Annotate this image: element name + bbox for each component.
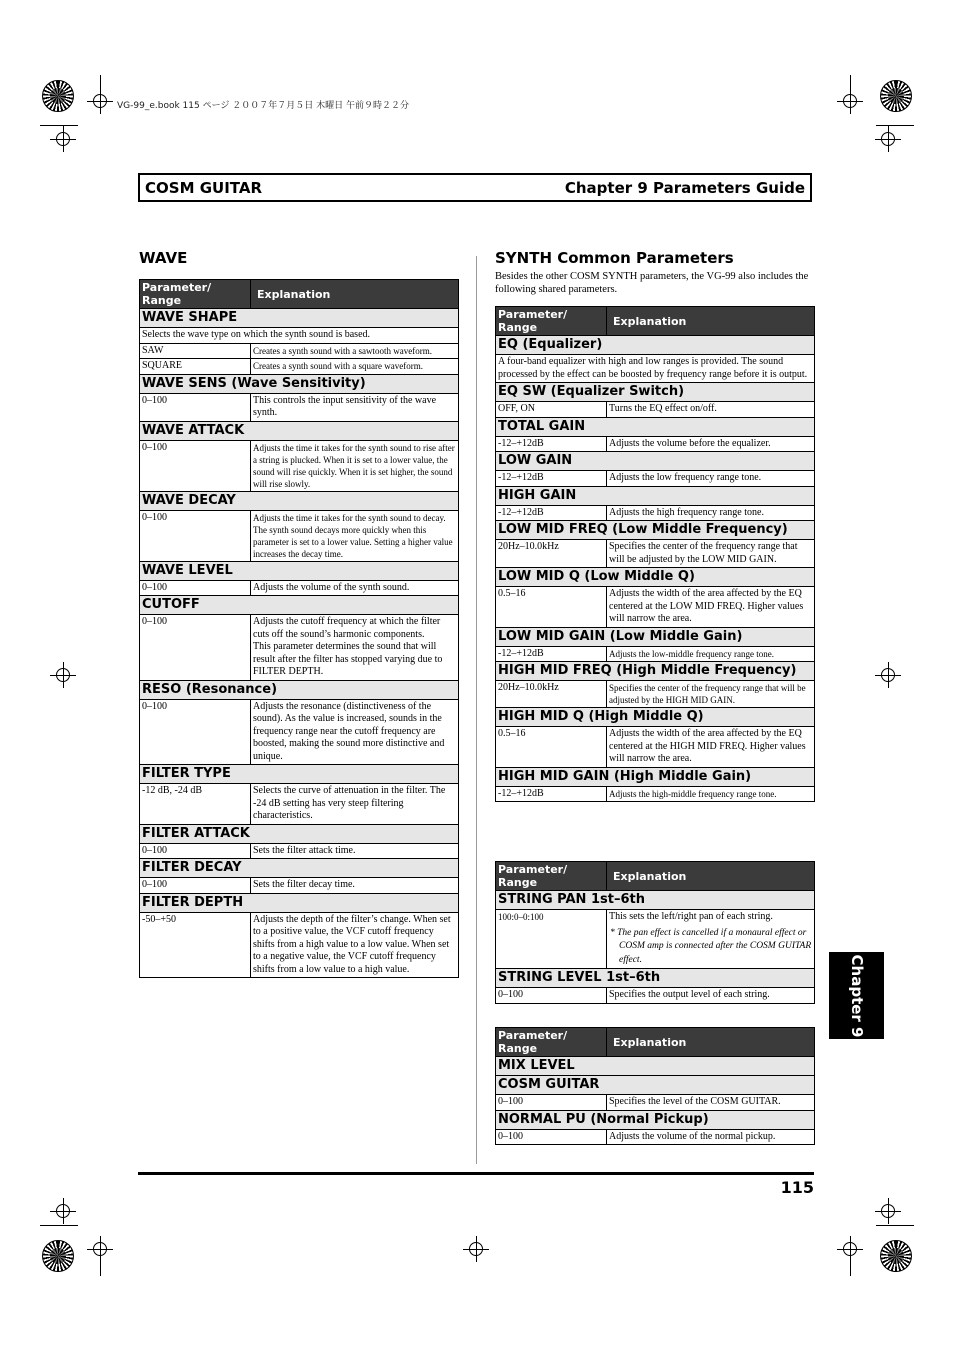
parameter-name-row [496,1110,815,1129]
range-cell: 0–100 [496,1095,607,1111]
explanation-text: Specifies the center of the frequency range that will be adjusted by the LOW MID GAIN. [609,541,798,565]
crosshair-mark-icon [50,126,76,152]
explanation-cell [251,393,459,421]
synth-intro-text: Besides the other COSM SYNTH parameters, the VG-99 also includes the following shared parameters. [495,271,809,295]
parameter-name: STRING LEVEL 1st–6th [496,969,815,988]
range-cell: -12–+12dB [496,436,607,452]
registration-dial-icon [880,1240,912,1272]
table-row [496,1095,815,1111]
parameter-description: Selects the wave type on which the synth sound is based. [140,328,459,344]
parameter-name: WAVE SHAPE [140,309,459,328]
explanation-cell [607,727,815,768]
parameter-name-row [496,452,815,471]
range-cell: 0–100 [496,988,607,1004]
wave-section-title: WAVE [139,249,188,267]
header-explanation-cell: Explanation [607,1028,815,1057]
header-range-label: Parameter/ Range [142,281,212,307]
explanation-cell [251,615,459,681]
table-row [140,580,459,596]
header-explanation-cell: Explanation [251,280,459,309]
explanation-cell [607,1129,815,1145]
explanation-text: Creates a synth sound with a square waveform. [253,361,423,371]
column-divider [476,256,477,1164]
explanation-cell [607,1095,815,1111]
crosshair-mark-icon [50,1198,76,1224]
table-row [496,727,815,768]
parameter-name-row [140,421,459,440]
range-cell: SQUARE [140,359,251,375]
parameter-name: LOW MID FREQ (Low Middle Frequency) [496,521,815,540]
footer-rule [138,1172,814,1175]
synth-parameter-table [495,306,815,802]
table-header-row [496,307,815,336]
explanation-cell [251,912,459,978]
explanation-cell [251,878,459,894]
explanation-text: Adjusts the depth of the filter’s change. When set to a positive value, the VCF cutoff frequency shifts from a high value to a low value. When set to a negative value, the VCF cutoff frequency shifts from a low value to a high value. [253,913,451,975]
explanation-text: Selects the curve of attenuation in the filter. The -24 dB setting has very steep filtering characteristics. [253,785,446,821]
parameter-name: FILTER DEPTH [140,893,459,912]
explanation-cell [607,471,815,487]
mix-parameter-table [495,1027,815,1145]
parameter-name: HIGH GAIN [496,486,815,505]
parameter-name: LOW MID Q (Low Middle Q) [496,568,815,587]
explanation-cell [607,988,815,1004]
trim-line [850,1238,851,1276]
parameter-name-row [496,891,815,910]
explanation-cell [607,505,815,521]
explanation-text: Adjusts the volume of the synth sound. [253,581,410,593]
explanation-cell [607,540,815,568]
explanation-cell [607,681,815,708]
crosshair-mark-icon [875,126,901,152]
explanation-cell [607,786,815,802]
range-cell: -12 dB, -24 dB [140,784,251,825]
explanation-text: Adjusts the high frequency range tone. [609,506,764,518]
table-row [496,587,815,628]
parameter-name: WAVE ATTACK [140,421,459,440]
table-row [496,910,815,969]
parameter-name-row [496,417,815,436]
crosshair-mark-icon [463,1236,489,1262]
table-row [140,440,459,491]
explanation-cell [607,910,815,969]
parameter-name-row [140,893,459,912]
table-row [496,681,815,708]
chapter-tab-label: Chapter 9 [847,954,866,1037]
parameter-description-row [140,328,459,344]
registration-dial-icon [42,1240,74,1272]
crosshair-mark-icon [875,1198,901,1224]
range-cell: 20Hz–10.0kHz [496,681,607,708]
explanation-text: Specifies the center of the frequency range that will be adjusted by the HIGH MID GAIN. [609,683,806,705]
table-row [496,505,815,521]
range-cell: 0–100 [140,843,251,859]
header-range-cell [496,1028,607,1057]
parameter-name: FILTER ATTACK [140,824,459,843]
parameter-name: HIGH MID FREQ (High Middle Frequency) [496,662,815,681]
crosshair-mark-icon [875,662,901,688]
parameter-name-row [140,491,459,510]
explanation-cell [251,510,459,561]
trim-line [40,125,78,126]
parameter-name-row [496,708,815,727]
header-range-label: Parameter/ Range [498,308,568,334]
range-cell: 20Hz–10.0kHz [496,540,607,568]
parameter-name-row [496,383,815,402]
table-row [140,843,459,859]
table-header-row [140,280,459,309]
explanation-text: Sets the filter attack time. [253,844,356,856]
trim-line [100,75,101,113]
explanation-text: Creates a synth sound with a sawtooth waveform. [253,345,432,356]
range-cell: -12–+12dB [496,646,607,662]
range-cell: -50–+50 [140,912,251,978]
table-header-row [496,862,815,891]
explanation-note: * The pan effect is cancelled if a monaural effect or COSM amp is connected after the COSM GUITAR effect. [610,927,812,965]
explanation-cell [251,359,459,375]
range-cell: -12–+12dB [496,505,607,521]
parameter-name: WAVE SENS (Wave Sensitivity) [140,374,459,393]
parameter-name: FILTER TYPE [140,765,459,784]
table-row [140,393,459,421]
table-row [140,878,459,894]
chapter-tab [829,952,884,1039]
range-cell: 0–100 [140,440,251,491]
parameter-name: LOW GAIN [496,452,815,471]
header-section-title: COSM GUITAR [145,178,263,197]
explanation-cell [251,699,459,765]
explanation-text: Specifies the output level of each string. [609,989,770,1000]
parameter-name-row [496,521,815,540]
table-row [496,786,815,802]
parameter-name: COSM GUITAR [496,1076,815,1095]
table-row [496,402,815,418]
parameter-description-row [496,355,815,383]
table-row [140,510,459,561]
explanation-text: Adjusts the volume before the equalizer. [609,437,771,449]
parameter-name: HIGH MID Q (High Middle Q) [496,708,815,727]
trim-line [850,75,851,113]
table-row [140,784,459,825]
parameter-name-row [140,309,459,328]
trim-line [40,1225,78,1226]
table-row [496,988,815,1004]
explanation-cell [607,402,815,418]
explanation-text: Adjusts the high-middle frequency range tone. [609,788,777,799]
table-row [140,359,459,375]
wave-parameter-table [139,279,459,978]
string-parameter-table [495,861,815,1004]
parameter-name: LOW MID GAIN (Low Middle Gain) [496,627,815,646]
parameter-name: HIGH MID GAIN (High Middle Gain) [496,767,815,786]
range-cell: -12–+12dB [496,471,607,487]
trim-line [876,1225,914,1226]
table-row [496,436,815,452]
parameter-name: RESO (Resonance) [140,680,459,699]
parameter-name-row [140,561,459,580]
registration-dial-icon [42,80,74,112]
print-info: VG-99_e.book 115 ページ ２００７年７月５日 木曜日 午前９時２２分 [117,101,409,111]
range-cell: 0–100 [140,699,251,765]
table-header-row [496,1028,815,1057]
explanation-text: Adjusts the resonance (distinctiveness of the sound). As the value is increased, sounds in the frequency range near the cutoff frequency are boosted, making the sound more distinctive and unique. [253,700,445,762]
range-cell: 0–100 [140,878,251,894]
header-range-cell [140,280,251,309]
explanation-text: Specifies the level of the COSM GUITAR. [609,1096,781,1107]
parameter-name: NORMAL PU (Normal Pickup) [496,1110,815,1129]
header-range-cell [496,307,607,336]
parameter-name: STRING PAN 1st–6th [496,891,815,910]
parameter-name-row [140,374,459,393]
range-cell: SAW [140,343,251,359]
parameter-name: MIX LEVEL [496,1057,815,1076]
page-number: 115 [780,1178,814,1197]
parameter-name: FILTER DECAY [140,859,459,878]
range-cell: 0–100 [496,1129,607,1145]
parameter-name-row [496,486,815,505]
parameter-name-row [496,336,815,355]
explanation-cell [251,843,459,859]
explanation-text: This sets the left/right pan of each string. [609,911,773,922]
range-cell: 0–100 [140,580,251,596]
parameter-name-row [140,824,459,843]
header-range-label: Parameter/ Range [498,1029,568,1055]
range-cell: 100:0–0:100 [496,910,607,969]
explanation-cell [607,587,815,628]
range-cell: 0–100 [140,393,251,421]
explanation-text: This controls the input sensitivity of the wave synth. [253,394,437,418]
table-row [140,912,459,978]
page-header [138,173,812,202]
parameter-name: WAVE DECAY [140,491,459,510]
explanation-text: Adjusts the width of the area affected by the EQ centered at the HIGH MID FREQ. Higher values will narrow the area. [609,728,806,764]
table-row [496,646,815,662]
parameter-name-row [496,568,815,587]
parameter-description: A four-band equalizer with high and low ranges is provided. The sound processed by the effect can be boosted by frequency range before it is output. [496,355,815,383]
explanation-text: Turns the EQ effect on/off. [609,403,717,414]
table-row [496,1129,815,1145]
explanation-cell [251,784,459,825]
trim-line [100,1238,101,1276]
explanation-text: Adjusts the time it takes for the synth sound to rise after a string is plucked. When it is set to a lower value, the sound will rise quickly. When it is set higher, the sound will rise slowly. [253,442,455,489]
parameter-name-row [140,596,459,615]
range-cell: OFF, ON [496,402,607,418]
header-explanation-cell: Explanation [607,307,815,336]
crosshair-mark-icon [50,662,76,688]
parameter-name-row [496,662,815,681]
range-cell: -12–+12dB [496,786,607,802]
explanation-cell [607,646,815,662]
range-cell: 0–100 [140,510,251,561]
parameter-name-row [140,859,459,878]
parameter-name: TOTAL GAIN [496,417,815,436]
parameter-name: CUTOFF [140,596,459,615]
range-cell: 0.5–16 [496,587,607,628]
parameter-name: EQ (Equalizer) [496,336,815,355]
explanation-cell [251,440,459,491]
parameter-name-row [496,627,815,646]
trim-line [876,125,914,126]
parameter-name-row [140,680,459,699]
explanation-text: Adjusts the volume of the normal pickup. [609,1130,776,1142]
table-row [140,343,459,359]
parameter-name-row [496,1076,815,1095]
table-row [140,699,459,765]
header-explanation-cell: Explanation [607,862,815,891]
header-chapter-title: Chapter 9 Parameters Guide [564,178,805,197]
registration-dial-icon [880,80,912,112]
explanation-cell [251,343,459,359]
explanation-text: Adjusts the time it takes for the synth sound to decay. The synth sound decays more quickly when this parameter is set to a lower value. Setting a higher value increases the decay time. [253,512,453,559]
explanation-text: Adjusts the low-middle frequency range tone. [609,648,774,659]
synth-section-title: SYNTH Common Parameters [495,249,734,267]
explanation-cell [607,436,815,452]
range-cell: 0.5–16 [496,727,607,768]
parameter-name-row [496,969,815,988]
parameter-name-row [496,767,815,786]
parameter-name: EQ SW (Equalizer Switch) [496,383,815,402]
table-row [140,615,459,681]
explanation-text: Sets the filter decay time. [253,879,355,890]
range-cell: 0–100 [140,615,251,681]
header-range-label: Parameter/ Range [498,863,568,889]
parameter-name: WAVE LEVEL [140,561,459,580]
table-row [496,471,815,487]
explanation-text: Adjusts the width of the area affected by the EQ centered at the LOW MID FREQ. Higher values will narrow the area. [609,588,804,624]
parameter-name-row [496,1057,815,1076]
table-row [496,540,815,568]
explanation-text: Adjusts the low frequency range tone. [609,472,762,483]
explanation-text: Adjusts the cutoff frequency at which the filter cuts off the sound’s harmonic components. This parameter determines the sound that will result after the filter has stopped varying due to FILTER DEPTH. [253,616,443,677]
header-range-cell [496,862,607,891]
explanation-cell [251,580,459,596]
parameter-name-row [140,765,459,784]
